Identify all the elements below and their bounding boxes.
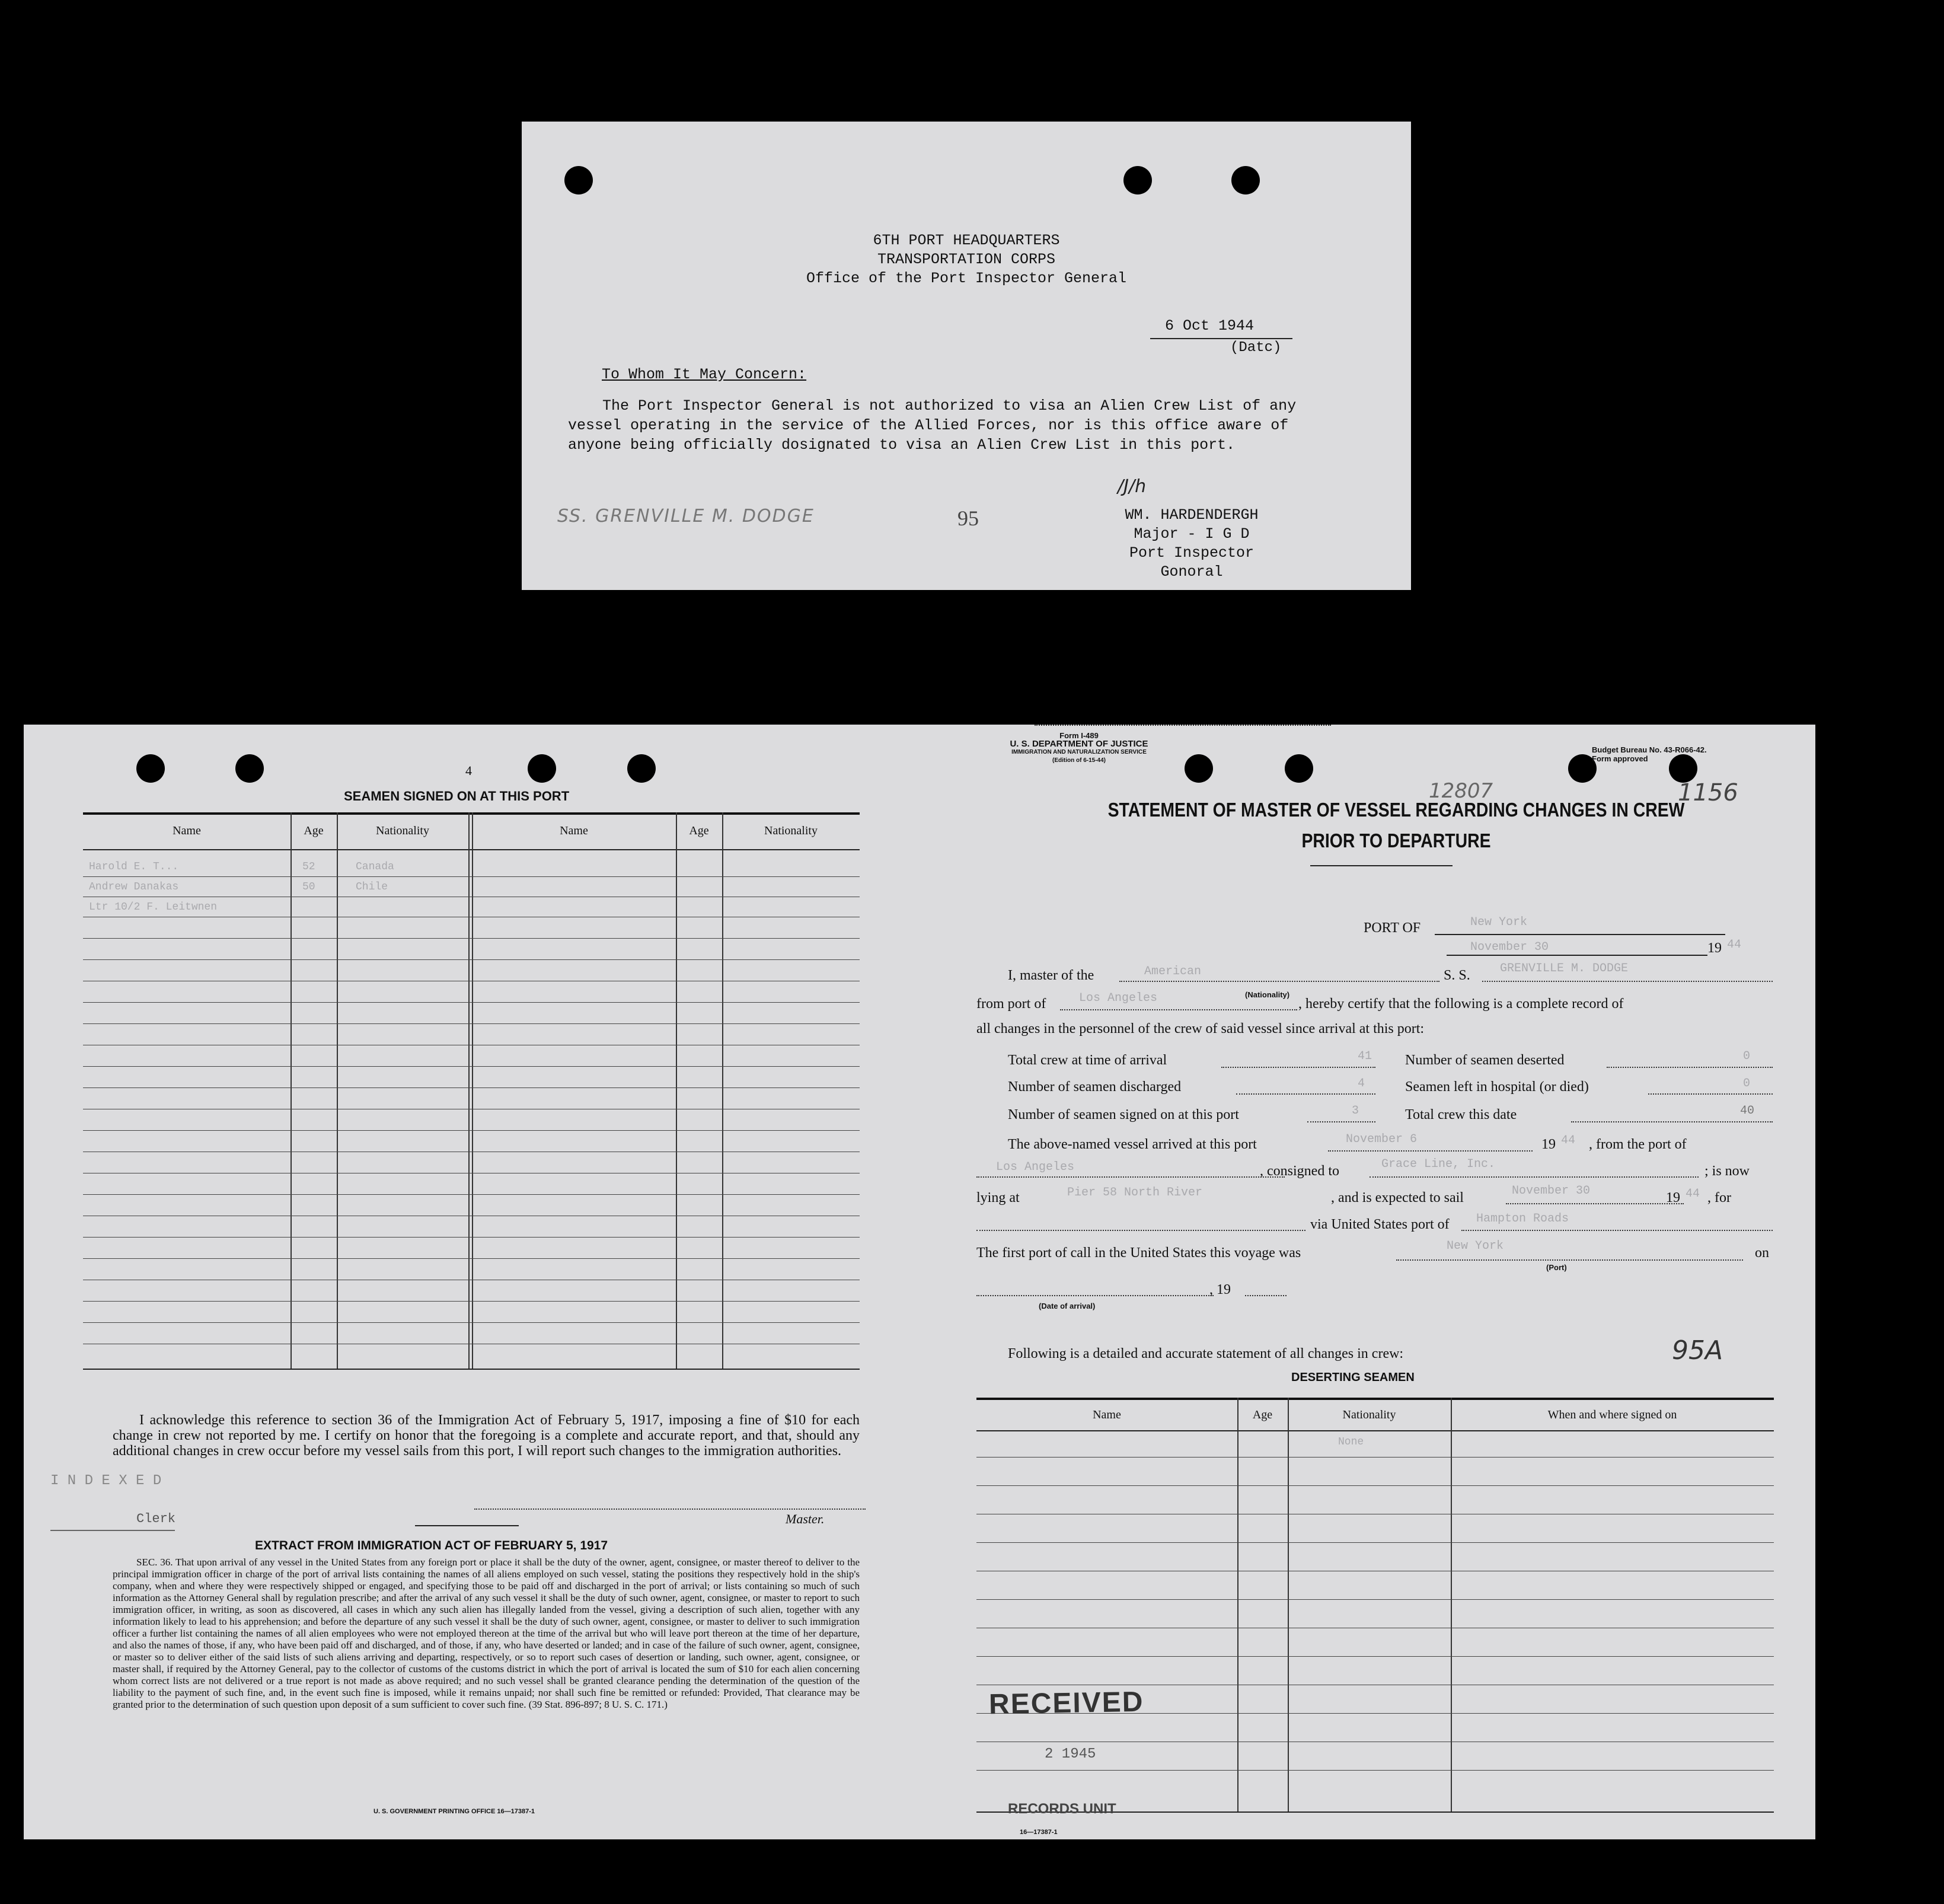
consigned-label: , consigned to <box>1260 1163 1339 1179</box>
handwritten-95a: 95A <box>1672 1335 1723 1366</box>
col-header-nationality: Nationality <box>764 824 818 837</box>
received-date: 2 1945 <box>1045 1746 1096 1762</box>
sail-date: November 30 <box>1512 1184 1591 1198</box>
signer-title: Port Inspector Gonoral <box>1129 544 1254 581</box>
gpo-footer: U. S. GOVERNMENT PRINTING OFFICE 16—17387-1 <box>374 1808 535 1815</box>
form-title: STATEMENT OF MASTER OF VESSEL REGARDING CHANGES IN CREW <box>1107 799 1685 821</box>
col-header-age: Age <box>1252 1408 1273 1421</box>
lying-at-label: lying at <box>976 1190 1020 1205</box>
from-port-of-label: , from the port of <box>1589 1137 1687 1152</box>
left-page-number: 4 <box>465 763 472 778</box>
col-header-age: Age <box>689 824 709 837</box>
port-of-value: New York <box>1470 916 1528 929</box>
received-stamp: RECEIVED <box>988 1686 1144 1721</box>
punch-hole <box>564 166 593 194</box>
deserted-value: 0 <box>1743 1050 1751 1063</box>
origin-value: Los Angeles <box>996 1160 1075 1174</box>
row-age: 50 <box>302 881 315 893</box>
discharged-value: 4 <box>1358 1077 1365 1090</box>
deserting-seamen-table <box>976 1398 1774 1813</box>
punch-hole <box>1123 166 1152 194</box>
edition: (Edition of 6-15-44) <box>1052 757 1106 764</box>
letter-page-number: 95 <box>957 506 979 530</box>
records-unit-stamp: RECORDS UNIT <box>1008 1801 1116 1817</box>
seamen-signed-title: SEAMEN SIGNED ON AT THIS PORT <box>344 789 570 803</box>
date-of-arrival-caption: (Date of arrival) <box>1039 1302 1096 1310</box>
letter-heading-3: Office of the Port Inspector General <box>806 270 1127 287</box>
port-rule <box>1435 934 1725 935</box>
handwritten-number: 1156 <box>1678 779 1738 806</box>
row-nationality: Chile <box>356 881 388 893</box>
signer-name: WM. HARDENDERGH <box>1125 506 1259 524</box>
service: IMMIGRATION AND NATURALIZATION SERVICE <box>1011 749 1147 755</box>
letter-body-line: vessel operating in the service of the Allied Forces, nor is this office aware of <box>568 417 1289 434</box>
letter-date: 6 Oct 1944 <box>1165 317 1254 334</box>
salutation: To Whom It May Concern: <box>602 366 807 383</box>
date-caption: (Datc) <box>1230 340 1282 356</box>
master-label: Master. <box>786 1511 825 1526</box>
port-inspector-letter <box>522 122 1411 590</box>
signer-rank: Major - I G D <box>1134 525 1250 543</box>
certify-text-2: all changes in the personnel of the crew of said vessel since arrival at this port: <box>976 1021 1425 1036</box>
handwritten-ship-name: SS. GRENVILLE M. DODGE <box>557 506 815 527</box>
col-header-nationality: Nationality <box>376 824 429 837</box>
form-approved: Form approved <box>1592 754 1648 763</box>
arrived-label: The above-named vessel arrived at this port <box>1008 1137 1257 1152</box>
form-number: Form I-489 <box>1059 731 1099 740</box>
master-signature-line <box>474 1508 866 1510</box>
letter-heading-2: TRANSPORTATION CORPS <box>877 251 1056 268</box>
col-header-name: Name <box>560 824 588 837</box>
budget-bureau-number: Budget Bureau No. 43-R066-42. <box>1592 745 1707 754</box>
signature-initials: /J/h <box>1118 476 1147 497</box>
title-underline <box>1310 865 1453 866</box>
port-of-label: PORT OF <box>1364 920 1421 936</box>
deserting-seamen-title: DESERTING SEAMEN <box>1291 1371 1415 1384</box>
year-prefix: 19 <box>1707 940 1722 956</box>
indexed-stamp: I N D E X E D <box>50 1473 162 1489</box>
on-label: on <box>1755 1245 1769 1261</box>
signed-on-value: 3 <box>1352 1104 1359 1118</box>
port-caption: (Port) <box>1546 1263 1567 1272</box>
nationality-value: American <box>1144 965 1202 978</box>
col-header-nationality: Nationality <box>1342 1408 1396 1421</box>
hospital-label: Seamen left in hospital (or died) <box>1405 1079 1589 1095</box>
col-header-name: Name <box>173 824 201 837</box>
total-arrival-value: 41 <box>1358 1050 1372 1063</box>
row-name: Andrew Danakas <box>89 881 179 893</box>
letter-body-line: The Port Inspector General is not authorized to visa an Alien Crew List of any <box>602 397 1297 414</box>
arrived-date: November 6 <box>1346 1133 1418 1146</box>
certify-text: , hereby certify that the following is a complete record of <box>1298 996 1624 1012</box>
punch-hole <box>136 754 165 783</box>
year-value: 44 <box>1727 938 1742 952</box>
clerk-rule <box>50 1530 175 1531</box>
row-name: Ltr 10/2 F. Leitwnen <box>89 901 218 913</box>
letter-body-line: anyone being officially dosignated to visa an Alien Crew List in this port. <box>568 436 1236 454</box>
table-row <box>83 897 468 917</box>
col-header-name: Name <box>1093 1408 1121 1421</box>
sail-year-prefix: 19 <box>1666 1190 1680 1205</box>
via-label: via United States port of <box>1310 1217 1450 1232</box>
via-value: Hampton Roads <box>1476 1212 1569 1226</box>
punch-hole <box>1285 754 1313 783</box>
extract-title: EXTRACT FROM IMMIGRATION ACT OF FEBRUARY 5, 1917 <box>255 1539 608 1552</box>
department: U. S. DEPARTMENT OF JUSTICE <box>1010 739 1148 749</box>
row-age: 52 <box>302 861 315 873</box>
signed-on-label: Number of seamen signed on at this port <box>1008 1107 1239 1122</box>
from-port-value: Los Angeles <box>1079 991 1158 1005</box>
deserted-label: Number of seamen deserted <box>1405 1053 1565 1068</box>
expected-label: , and is expected to sail <box>1331 1190 1464 1205</box>
form-footer: 16—17387-1 <box>1020 1829 1058 1836</box>
master-of-label: I, master of the <box>1008 968 1094 983</box>
lying-at-value: Pier 58 North River <box>1067 1186 1203 1200</box>
col-header-signed-on: When and where signed on <box>1547 1408 1677 1421</box>
seamen-signed-table <box>83 812 860 1370</box>
sail-year: 44 <box>1686 1187 1700 1201</box>
first-port-label: The first port of call in the United States this voyage was <box>976 1245 1301 1261</box>
total-date-value: 40 <box>1740 1104 1755 1118</box>
letter-heading-1: 6TH PORT HEADQUARTERS <box>873 232 1060 249</box>
is-now-label: ; is now <box>1704 1163 1750 1179</box>
discharged-label: Number of seamen discharged <box>1008 1079 1182 1095</box>
from-port-label: from port of <box>976 996 1046 1012</box>
total-arrival-label: Total crew at time of arrival <box>1008 1053 1167 1068</box>
row-nationality: Canada <box>356 861 394 873</box>
nationality-caption: (Nationality) <box>1245 990 1290 999</box>
ss-label: S. S. <box>1444 968 1470 983</box>
handwritten-number: 12807 <box>1429 779 1493 803</box>
punch-hole <box>235 754 264 783</box>
arrived-year-prefix: 19 <box>1541 1137 1556 1152</box>
table-row <box>83 877 468 897</box>
punch-hole <box>627 754 656 783</box>
punch-hole <box>528 754 556 783</box>
arrival-year-prefix: , 19 <box>1209 1282 1231 1297</box>
extract-text: SEC. 36. That upon arrival of any vessel in the United States from any foreign port or place it shall be the duty of the owner, agent, consignee, or master thereof to deliver to the principal immigration officer in charge of the port of arrival lists containing the names of all aliens employed on such vessel, stating the positions they respectively hold in the ship's company, when and where they were respectively shipped or engaged, and specifying those to be paid off and discharged in the port of arrival; or lists containing so much of such information as the Attorney General shall by regulation prescribe; and after the arrival of any such vessel it shall be the duty of such owner, agent, consignee, or master to report to such immigration officer, in writing, as soon as discovered, all cases in which any such alien has illegally landed from the vessel, giving a description of such alien, together with any information likely to lead to his apprehension; and before the departure of any such vessel it shall be the duty of such owner, agent, consignee, or master to deliver to such immigration officer a further list containing the names of all alien employees who were not employed thereon at the time of the arrival but who will leave port thereon at the time of her departure, and also the names of those, if any, who have been paid off and discharged, and of those, if any, who have deserted or landed; and in case of the failure of such owner, agent, consignee, or master so to deliver either of the said lists of such aliens arriving and departing, respectively, or so to report such cases of desertion or landing, such owner, agent, consignee, or master shall, if required by the Attorney General, pay to the collector of customs of the customs district in which the port of arrival is located the sum of $10 for each alien concerning whom correct lists are not delivered or a true report is not made as above required; and no such vessel shall be granted clearance pending the determination of the question of the liability to the payment of such fine, and, in the event such fine is imposed, while it remains unpaid; nor shall such fine be remitted or refunded: Provided, That clearance may be granted prior to the determination of such question upon deposit of a sum sufficient to cover such fine. (39 Stat. 896-897; 8 U. S. C. 171.) <box>113 1557 860 1710</box>
punch-hole <box>1231 166 1260 194</box>
form-subtitle: PRIOR TO DEPARTURE <box>1301 830 1491 851</box>
consignee-value: Grace Line, Inc. <box>1381 1157 1496 1171</box>
row-name: Harold E. T... <box>89 861 179 873</box>
col-header-age: Age <box>304 824 324 837</box>
table-row-nationality: None <box>1338 1436 1364 1448</box>
date-rule <box>1447 955 1707 956</box>
table-row <box>83 857 468 877</box>
hospital-value: 0 <box>1743 1077 1751 1090</box>
acknowledgement-text: I acknowledge this reference to section 36 of the Immigration Act of February 5, 1917, imposing a fine of $10 for each change in crew not reported by me. I certify on honor that the foregoing is a complete and accurate report, and that, should any additional changes in crew occur before my vessel sails from this port, I will report such changes to the immigration authorities. <box>113 1412 860 1459</box>
ship-name-value: GRENVILLE M. DODGE <box>1500 962 1629 975</box>
for-label: , for <box>1707 1190 1731 1205</box>
date-value: November 30 <box>1470 940 1549 954</box>
master-signature-rule <box>415 1525 519 1526</box>
arrived-year: 44 <box>1561 1134 1576 1147</box>
crew-change-form <box>24 725 1815 1839</box>
first-port-value: New York <box>1447 1239 1504 1253</box>
date-rule <box>1150 338 1292 339</box>
clerk-label: Clerk <box>136 1511 176 1526</box>
total-date-label: Total crew this date <box>1405 1107 1517 1122</box>
following-text: Following is a detailed and accurate statement of all changes in crew: <box>1008 1346 1404 1361</box>
